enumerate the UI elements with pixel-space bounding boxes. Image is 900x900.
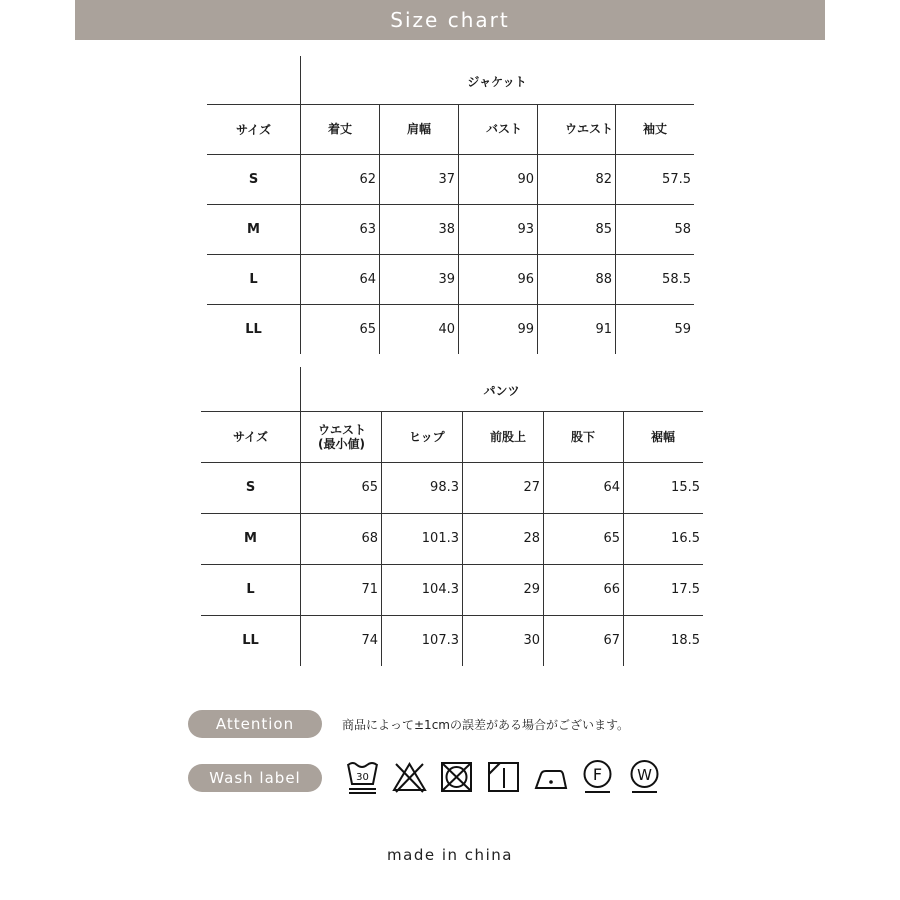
made-in-label: made in china	[387, 846, 513, 864]
pants-col-header: 股下	[571, 429, 596, 444]
pants-divider	[201, 564, 703, 565]
jacket-row-header: サイズ	[235, 122, 272, 137]
attention-label: Attention	[215, 715, 295, 733]
jacket-value-cell: 91	[595, 321, 612, 337]
jacket-col-header: ウエスト	[565, 122, 614, 136]
jacket-value-cell: 65	[359, 321, 376, 337]
pants-value-cell: 16.5	[671, 531, 700, 546]
pants-divider	[201, 513, 703, 514]
jacket-value-cell: 99	[517, 321, 534, 337]
pants-title: パンツ	[483, 383, 520, 398]
no-bleach-icon	[392, 758, 427, 796]
pants-value-cell: 28	[523, 531, 540, 546]
jacket-col-header: バスト	[486, 122, 523, 136]
pants-size-label: M	[244, 531, 257, 546]
jacket-col-header: 肩幅	[407, 122, 432, 136]
pants-size-label: LL	[242, 633, 259, 648]
jacket-value-cell: 64	[359, 271, 376, 287]
jacket-value-cell: 85	[595, 221, 612, 237]
pants-value-cell: 29	[523, 582, 540, 597]
pants-size-label: L	[246, 582, 255, 597]
pants-value-cell: 30	[523, 633, 540, 648]
size-chart-title: Size chart	[390, 8, 510, 32]
pants-col-header: 前股上	[490, 429, 527, 444]
jacket-col-divider	[537, 104, 538, 354]
jacket-value-cell: 38	[438, 221, 455, 237]
jacket-col-divider	[458, 104, 459, 354]
jacket-value-cell: 39	[438, 271, 455, 287]
pants-value-cell: 98.3	[430, 480, 459, 495]
dry-clean-text: F	[592, 765, 603, 784]
jacket-value-cell: 62	[359, 171, 376, 187]
pants-row-header: サイズ	[232, 430, 269, 444]
jacket-value-cell: 57.5	[662, 171, 691, 187]
line-dry-shade-icon	[486, 758, 521, 796]
wash-label-badge	[188, 764, 322, 792]
jacket-value-cell: 37	[438, 171, 455, 187]
pants-value-cell: 18.5	[671, 633, 700, 648]
jacket-size-label: LL	[245, 321, 262, 337]
wet-clean-text: W	[637, 766, 652, 784]
pants-col-divider	[381, 411, 382, 666]
jacket-size-label: S	[248, 171, 259, 187]
pants-col-header: ウエスト (最小値)	[318, 422, 367, 451]
pants-col-header: 裾幅	[651, 429, 676, 444]
iron-low-icon	[533, 758, 568, 796]
pants-size-label: S	[245, 480, 256, 495]
jacket-value-cell: 40	[438, 321, 455, 337]
jacket-divider	[207, 304, 694, 305]
pants-value-cell: 107.3	[421, 633, 459, 648]
wash-30-icon	[345, 758, 380, 796]
wash-label-title: Wash label	[209, 769, 301, 787]
wet-clean-w-icon	[627, 758, 662, 796]
jacket-divider	[207, 154, 694, 155]
jacket-value-cell: 96	[517, 271, 534, 287]
jacket-divider	[207, 204, 694, 205]
pants-divider	[201, 462, 703, 463]
pants-value-cell: 66	[603, 582, 620, 597]
jacket-divider	[207, 254, 694, 255]
wash-icons	[345, 758, 662, 796]
pants-divider	[201, 615, 703, 616]
jacket-value-cell: 88	[595, 271, 612, 287]
jacket-value-cell: 63	[359, 221, 376, 237]
jacket-col-header: 袖丈	[643, 122, 668, 136]
jacket-size-label: L	[249, 271, 258, 287]
jacket-col-divider	[379, 104, 380, 354]
jacket-col-header: 着丈	[328, 122, 353, 136]
pants-value-cell: 101.3	[421, 531, 459, 546]
dry-clean-f-icon	[580, 758, 615, 796]
attention-text: 商品によって±1cmの誤差がある場合がございます。	[342, 718, 630, 732]
pants-size-divider	[300, 367, 301, 666]
jacket-value-cell: 82	[595, 171, 612, 187]
jacket-value-cell: 93	[517, 221, 534, 237]
jacket-col-divider	[615, 104, 616, 354]
pants-value-cell: 65	[603, 531, 620, 546]
pants-col-divider	[623, 411, 624, 666]
pants-col-divider	[543, 411, 544, 666]
pants-value-cell: 74	[361, 633, 378, 648]
pants-value-cell: 67	[603, 633, 620, 648]
pants-value-cell: 64	[603, 480, 620, 495]
size-chart-header	[75, 0, 825, 40]
wash-temp-text: 30	[356, 772, 369, 783]
pants-value-cell: 104.3	[421, 582, 459, 597]
pants-value-cell: 17.5	[671, 582, 700, 597]
pants-col-header: ヒップ	[409, 429, 445, 444]
pants-divider	[201, 411, 703, 412]
attention-badge	[188, 710, 322, 738]
pants-value-cell: 27	[523, 480, 540, 495]
pants-value-cell: 65	[361, 480, 378, 495]
jacket-value-cell: 59	[674, 321, 691, 337]
jacket-value-cell: 58.5	[662, 271, 691, 287]
pants-value-cell: 68	[361, 531, 378, 546]
pants-value-cell: 15.5	[671, 480, 700, 495]
jacket-title: ジャケット	[467, 74, 527, 89]
pants-col-divider	[462, 411, 463, 666]
jacket-divider	[207, 104, 694, 105]
jacket-value-cell: 58	[674, 221, 691, 237]
no-tumble-dry-icon	[439, 758, 474, 796]
jacket-size-divider	[300, 56, 301, 354]
jacket-size-label: M	[247, 221, 260, 237]
pants-value-cell: 71	[361, 582, 378, 597]
jacket-value-cell: 90	[517, 171, 534, 187]
